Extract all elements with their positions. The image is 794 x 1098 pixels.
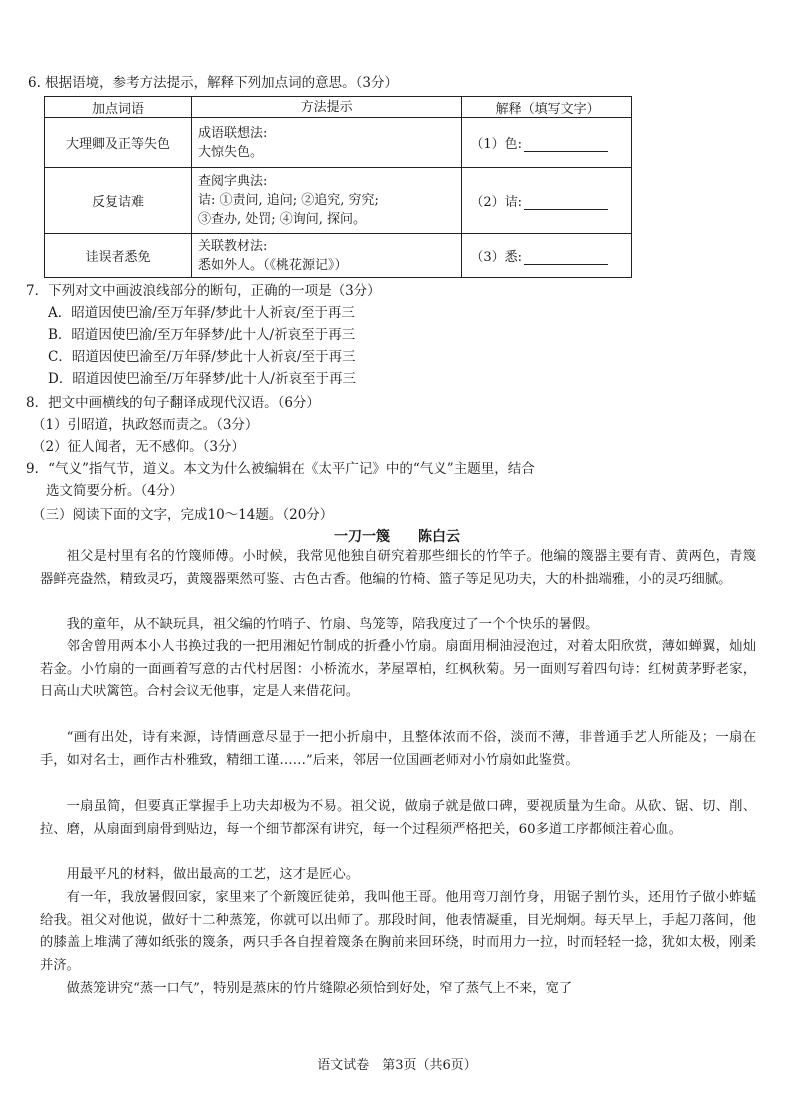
table-cell-answer [462,234,632,278]
method-line: 大惊失色。 [198,144,264,160]
q7-stem: 7．下列对文中画波浪线部分的断句，正确的一项是（3分） [26,283,381,299]
q8-item-1: （1）引昭道，执政怒而责之。（3分） [32,417,259,433]
method-line: 诘: ①责问, 追问; ②追究, 穷究; [198,193,379,208]
article-paragraph: 做蒸笼讲究“蒸一口气”，特别是蒸床的竹片缝隙必须恰到好处，窄了蒸气上不来，宽了 [66,981,573,996]
table-cell-word: 诖误者悉免 [45,234,192,278]
table-cell-word: 大理卿及正等失色 [45,118,192,168]
article-paragraph: 祖父是村里有名的竹篾师傅。小时候，我常见他独自研究着那些细长的竹竿子。他编的篾器主要有青、黄两色，青篾器鲜亮盎然，精致灵巧，黄篾器栗然可鉴、古色古香。他编的竹椅、篮子等足见功夫，大的朴拙端雅，小的灵巧细腻。 [40,549,756,587]
table-cell-word: 反复诘难 [45,168,192,234]
answer-label: （3）悉: [470,250,523,265]
article-paragraph: 一扇虽简，但要真正掌握手上功夫却极为不易。祖父说，做扇子就是做口碑，要视质量为生命。从砍、锯、切、削、拉、磨，从扇面到扇骨到贴边，每一个细节都深有讲究，每一个过程须严格把关，60多道工序都倾注着心血。 [40,799,756,837]
table-cell-method [192,118,462,168]
answer-label: （2）诘: [470,195,523,210]
q7-option-d[interactable]: D．昭道因使巴渝至/万年驿梦/此十人/祈哀至于再三 [48,371,356,387]
answer-blank[interactable] [524,195,608,210]
table-cell-answer [462,168,632,234]
q8-item-2: （2）征人闻者，无不感仰。（3分） [32,439,245,455]
article-author: 陈白云 [418,529,460,545]
table-cell-method [192,234,462,278]
article-paragraph: 用最平凡的材料，做出最高的工艺，这才是匠心。 [66,867,360,882]
method-table [44,96,632,278]
page-footer: 语文试卷 第3页（共6页） [317,1058,477,1073]
section-3-heading: （三）阅读下面的文字，完成10～14题。（20分） [32,507,334,523]
q7-option-a[interactable]: A．昭道因使巴渝/至万年驿/梦此十人祈哀/至于再三 [48,305,355,321]
answer-label: （1）色: [470,137,523,152]
method-line: 查阅字典法: [198,174,268,189]
q7-option-c[interactable]: C．昭道因使巴渝至/万年驿/梦此十人祈哀/至于再三 [48,349,356,365]
article-paragraph: 邻舍曾用两本小人书换过我的一把用湘妃竹制成的折叠小竹扇。扇面用桐油浸泡过，对着太阳欣赏，薄如蝉翼，灿灿若金。小竹扇的一面画着写意的古代村居图：小桥流水，茅屋罩柏，红枫秋菊。另一面则写着四句诗：红树黄茅野老家，日高山犬吠篱笆。合村会议无他事，定是人来借花问。 [40,639,756,700]
q9-line-2: 选文简要分析。（4分） [46,483,183,499]
table-cell-answer [462,118,632,168]
table-header: 加点词语 [45,97,192,118]
table-row [45,118,632,168]
q7-option-b[interactable]: B．昭道因使巴渝/至万年驿梦/此十人/祈哀至于再三 [48,327,356,343]
q8-stem: 8．把文中画横线的句子翻译成现代汉语。（6分） [26,395,320,411]
table-row [45,234,632,278]
table-header-row [45,97,632,118]
q6-stem: 6. 根据语境，参考方法提示，解释下列加点词的意思。（3分） [28,75,399,91]
article-title-text: 一刀一篾 [334,529,390,545]
answer-blank[interactable] [524,250,608,265]
table-cell-method [192,168,462,234]
table-header: 方法提示 [192,97,462,118]
table-header: 解释（填写文字） [462,97,632,118]
method-line: 悉如外人。（《桃花源记》） [198,257,348,273]
method-line: 关联教材法: [198,238,268,254]
article-paragraph: “画有出处，诗有来源，诗情画意尽显于一把小折扇中，且整体浓而不俗，淡而不薄，非普通手艺人所能及；一扇在手，如对名士，画作古朴雅致，精细工谨……”后来，邻居一位国画老师对小竹扇如此鉴赏。 [40,730,756,768]
article-title [0,526,794,546]
article-paragraph: 有一年，我放暑假回家，家里来了个新篾匠徒弟，我叫他王哥。他用弯刀剖竹身，用锯子割竹头，还用竹子做小蚱蜢给我。祖父对他说，做好十二种蒸笼，你就可以出师了。那段时间，他表情凝重，目光炯炯。每天早上，手起刀落间，他的膝盖上堆满了薄如纸张的篾条，两只手各自捏着篾条在胸前来回环绕，时而用力一拉，时而轻轻一捻，犹如太极，刚柔并济。 [40,890,756,973]
method-line: ③查办, 处罚; ④询问, 探问。 [198,212,367,227]
q9-line-1: 9．“气义”指气节，道义。本文为什么被编辑在《太平广记》中的“气义”主题里，结合 [26,461,535,477]
table-row [45,168,632,234]
method-line: 成语联想法: [198,125,268,141]
article-paragraph: 我的童年，从不缺玩具，祖父编的竹哨子、竹扇、鸟笼等，陪我度过了一个个快乐的暑假。 [66,617,599,632]
answer-blank[interactable] [524,137,608,152]
